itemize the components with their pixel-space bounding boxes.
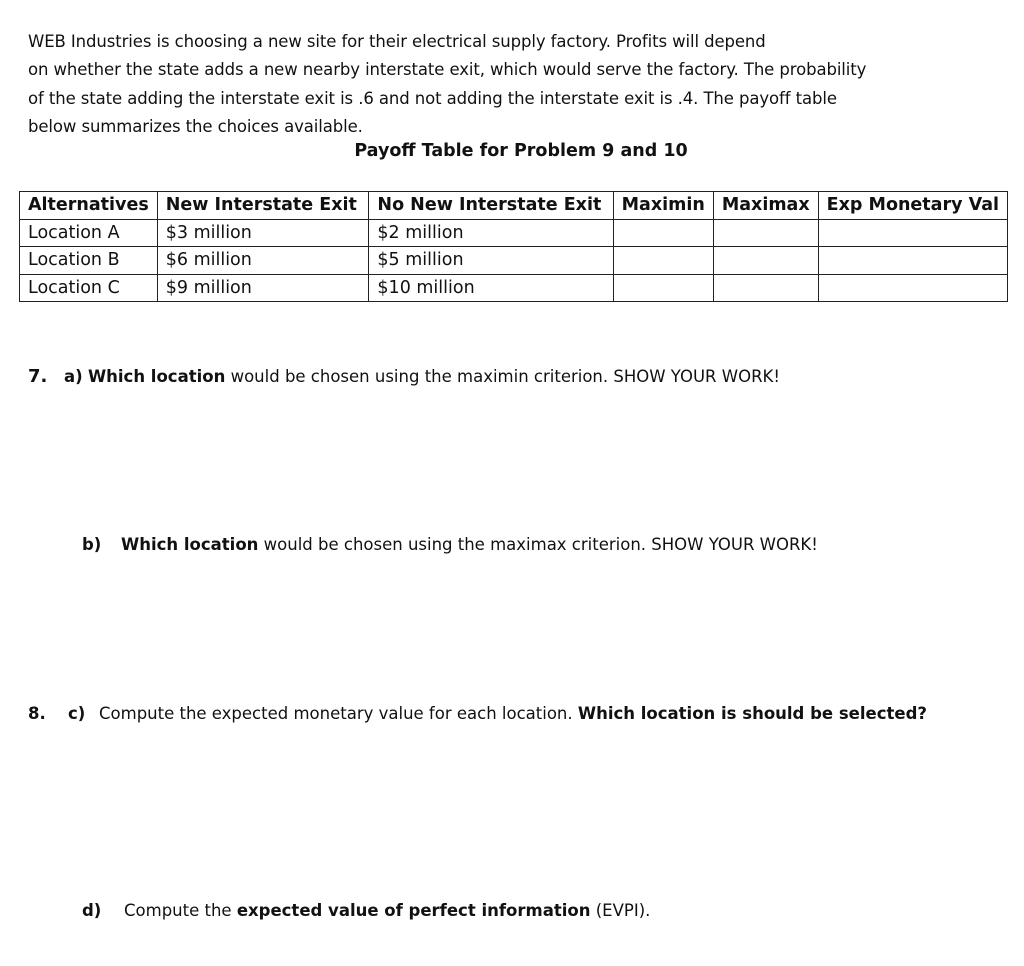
question-bold-text: expected value of perfect information xyxy=(236,901,591,920)
question-7a xyxy=(28,366,780,387)
cell-no-new-exit: $10 million xyxy=(369,274,613,302)
intro-line: on whether the state adds a new nearby interstate exit, which would serve the factory. The probability xyxy=(28,60,867,80)
cell-maximin xyxy=(613,219,713,247)
header-maximin: Maximin xyxy=(613,192,713,220)
question-letter: a) xyxy=(64,367,83,386)
intro-paragraph xyxy=(28,28,928,141)
cell-exp-monetary-val xyxy=(818,219,1007,247)
question-8d xyxy=(82,901,650,920)
cell-maximin xyxy=(613,274,713,302)
cell-new-exit: $9 million xyxy=(157,274,369,302)
cell-new-exit: $3 million xyxy=(157,219,369,247)
cell-exp-monetary-val xyxy=(818,247,1007,275)
cell-no-new-exit: $5 million xyxy=(369,247,613,275)
intro-line: below summarizes the choices available. xyxy=(28,116,363,136)
question-letter: d) xyxy=(82,901,102,920)
question-text-tail: (EVPI). xyxy=(590,901,651,920)
header-no-new-exit: No New Interstate Exit xyxy=(369,192,613,220)
intro-line: of the state adding the interstate exit is .6 and not adding the interstate exit is .4. The payoff table xyxy=(28,88,837,108)
question-text: would be chosen using the maximin criterion. SHOW YOUR WORK! xyxy=(225,367,780,386)
question-text: Compute the expected monetary value for each location. xyxy=(99,704,578,723)
question-letter: c) xyxy=(68,704,86,723)
question-bold-text: Which location xyxy=(87,367,226,386)
payoff-table xyxy=(19,191,1008,302)
cell-alternative: Location A xyxy=(20,219,158,247)
question-bold-text: Which location xyxy=(121,535,259,554)
header-exp-monetary-val: Exp Monetary Val xyxy=(818,192,1007,220)
cell-alternative: Location C xyxy=(20,274,158,302)
table-title: Payoff Table for Problem 9 and 10 xyxy=(354,141,688,161)
question-number: 7. xyxy=(28,366,48,387)
table-row xyxy=(20,247,1008,275)
table-header-row xyxy=(20,192,1008,220)
cell-maximin xyxy=(613,247,713,275)
header-alternatives: Alternatives xyxy=(20,192,158,220)
header-new-exit: New Interstate Exit xyxy=(157,192,369,220)
header-maximax: Maximax xyxy=(713,192,818,220)
table-row xyxy=(20,274,1008,302)
question-number: 8. xyxy=(28,704,46,723)
question-8c xyxy=(28,704,927,723)
cell-new-exit: $6 million xyxy=(157,247,369,275)
cell-maximax xyxy=(713,247,818,275)
question-7b xyxy=(82,535,818,554)
question-letter: b) xyxy=(82,535,102,554)
cell-alternative: Location B xyxy=(20,247,158,275)
cell-exp-monetary-val xyxy=(818,274,1007,302)
question-bold-text: Which location is should be selected? xyxy=(577,704,927,723)
table-row xyxy=(20,219,1008,247)
question-text: Compute the xyxy=(124,901,237,920)
cell-no-new-exit: $2 million xyxy=(369,219,613,247)
question-text: would be chosen using the maximax criterion. SHOW YOUR WORK! xyxy=(258,535,818,554)
cell-maximax xyxy=(713,219,818,247)
intro-line: WEB Industries is choosing a new site for their electrical supply factory. Profits will depend xyxy=(28,32,766,51)
cell-maximax xyxy=(713,274,818,302)
